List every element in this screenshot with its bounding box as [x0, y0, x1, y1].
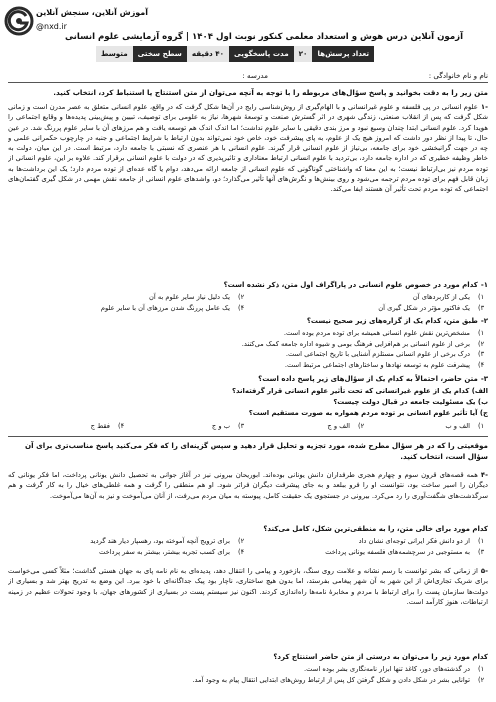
- question-3-options: [8, 421, 488, 432]
- info-label-questions: تعداد پرسش‌ها: [312, 46, 374, 62]
- brand-site: @nxd.ir: [36, 22, 67, 31]
- q1-option-2[interactable]: ۲)یک دلیل نیاز سایر علوم به آن: [148, 293, 245, 301]
- divider-middle: [8, 436, 488, 437]
- info-value-duration: ۴۰ دقیقه: [187, 46, 229, 62]
- section2-instruction: موقعیتی را که در هر سؤال مطرح شده، مورد تجزیه و تحلیل قرار دهید و سپس گزینه‌ای را که فکر می‌کنید پاسخ مناسب‌تری برای آن سؤال است، انتخاب کنید.: [25, 441, 488, 461]
- brand-name: آموزش آنلاین، سنجش آنلاین: [36, 8, 149, 17]
- q3-option-1[interactable]: ۱)الف و ب: [445, 422, 485, 430]
- passage-5-number: -۵: [480, 567, 488, 575]
- q4-option-1[interactable]: ۱)از دو دانش فکر ایرانی توجه‌ای نشان داد: [358, 537, 485, 545]
- q2-option-4[interactable]: ۴)پیشرفت علوم به توسعه نهادها و ساختارهای اجتماعی مرتبط است.: [284, 360, 485, 369]
- question-2: [8, 316, 488, 326]
- q3-statement-a: الف) کدام یک از علوم غیرانسانی که تحت تأثیر علوم انسانی قرار گرفته‌اند؟: [231, 387, 488, 395]
- q3-option-2[interactable]: ۲)الف و ج: [327, 422, 365, 430]
- info-label-difficulty: سطح سختی: [133, 46, 187, 62]
- question-4-text: کدام مورد برای خالی متن، را به منطقی‌ترین شکل، کامل می‌کند؟: [263, 525, 488, 533]
- question-2-number: ۲-: [480, 317, 488, 325]
- site-logo-icon: [4, 6, 34, 36]
- passage-1: [8, 102, 488, 278]
- question-4: [8, 524, 488, 534]
- question-3-number: ۳-: [480, 375, 488, 383]
- question-4-options: [8, 536, 488, 557]
- question-5-text: کدام مورد زیر را می‌توان به درستی از متن حاضر استنتاج کرد؟: [273, 653, 488, 661]
- section1-instruction: متن زیر را به دقت بخوانید و پاسخ سؤال‌های مربوطه را با توجه به آنچه می‌توان از متن استنتاج یا استنباط کرد، انتخاب کنید.: [53, 88, 488, 97]
- q5-option-2[interactable]: ۲)توانایی بشر در شکل دادن و شکل گرفتن کل پس از ارتباط روش‌های ابتدایی انتقال پیام به وجود آمد.: [192, 675, 485, 684]
- q3-statement-b: ب) یک مسئولیت جامعه در قبال دولت چیست؟: [333, 398, 488, 406]
- question-2-options: [8, 328, 488, 370]
- school-label: مدرسه :: [242, 71, 268, 80]
- passage-5: [8, 566, 488, 650]
- q2-option-1[interactable]: ۱)مشخص‌ترین نقش علوم انسانی همیشه برای توده مردم بوده است.: [283, 329, 485, 337]
- question-1-text: کدام مورد در خصوص علوم انسانی در پاراگراف اول متن، ذکر نشده است؟: [223, 281, 478, 289]
- exam-title: آزمون آنلاین درس هوش و استعداد معلمی کنکور نوبت اول ۱۴۰۴ | گروه آزمایشی علوم انسانی: [64, 32, 464, 42]
- student-name-label: نام و نام خانوادگی :: [428, 71, 488, 80]
- info-label-duration: مدت پاسخگویی: [229, 46, 294, 62]
- question-2-text: طبق متن، کدام یک از گزاره‌های زیر صحیح نیست؟: [306, 317, 478, 325]
- passage-5-text: از زمانی که بشر توانست با رسم نشانه و علامت روی سنگ، بازخورد و پیامی را انتقال دهد، پدیده‌ای به نام نامه پای به جهان هستی گذاشت؛ مثلاً کسی می‌خواست برای شریک تجاری‌اش از این شهر به آن شهر پیغامی بفرستد، اما بدون هیچ ساختاری، ناچار بود پیک جداگانه‌ای با خود ببرد. این وضع به تدریج بهتر شد و بسیاری از دولت‌ها سازمان پست را برای ارتباط با مردم و مخابرهٔ نامه‌ها راه‌اندازی کردند. اکنون نیز سیستم پست در بسیاری از کشورهای جهان، با وجود تحولات عظیم در زمینه ارتباطات، هنوز کارآمد است.: [8, 567, 488, 606]
- q1-option-4[interactable]: ۴)یک عامل پررنگ شدن مرزهای آن با سایر علوم: [100, 303, 245, 312]
- info-value-questions: ۲۰: [294, 46, 313, 62]
- question-3-text: متن حاضر، احتمالاً به کدام یک از سؤال‌های زیر پاسخ داده است؟: [258, 375, 478, 383]
- q2-option-2[interactable]: ۲)برخی از علوم انسانی بر هم‌افزایی فرهنگ بومی و شیوه اداره جامعه کمک می‌کنند.: [241, 339, 485, 348]
- question-1-options: [8, 292, 488, 313]
- q2-option-3[interactable]: ۳)درک برخی از علوم انسانی مستلزم آشنایی با تاریخ اجتماعی است.: [285, 350, 485, 358]
- q5-option-1[interactable]: ۱)در گذشته‌های دور، کاغذ تنها ابزار نامه‌نگاری بشر بوده است.: [304, 665, 485, 673]
- passage-4-number: -۴: [480, 471, 488, 479]
- question-1: [8, 280, 488, 290]
- passage-4: [8, 470, 488, 522]
- question-5-options: [8, 664, 488, 685]
- info-value-difficulty: متوسط: [96, 46, 133, 62]
- q3-option-3[interactable]: ۳)ب و ج: [211, 422, 245, 430]
- q4-option-3[interactable]: ۳)به مستوجبی در سرچشمه‌های فلسفه یونانی پرداخت: [325, 547, 485, 556]
- q1-option-3[interactable]: ۳)یک فاکتور مؤثر در شکل گیری آن: [378, 303, 485, 312]
- question-1-number: ۱-: [480, 281, 488, 289]
- q3-option-4[interactable]: ۴)فقط ج: [90, 422, 125, 430]
- passage-1-text: علوم انسانی در پی فلسفه و علوم غیرانسانی و با الهام‌گیری از روش‌شناسی رایج در آن‌ها شکل گرفت که در واقع، علوم انسانی متعلق به عصر مدرن است و زمانی شکل گرفت که پس از انقلاب صنعتی، زندگی شهری در اثر گسترش صنعت و توسعهٔ شهرها، نیاز به علومی برای توصیف، تبیین و پیش‌بینی پدیده‌ها و وقایع اجتماعی را هویدا کرد. علوم انسانی ابتدا چندان وسیع نبود و مرز بندی دقیقی با سایر علوم نداشت؛ اما اندک اندک هم توسعه یافت و هم مرزهای آن با سایر علوم پررنگ شد. در عین حال، تا پیدا از نظر دور داشت که امروز هیچ یک از علوم، به پای پیشرفت خود، خاص خود نمی‌تواند بدون ارتباط با شرایط اجتماعی و جنبه در چارچوب حکمرانی علمی و چه در جهت گرانبخشی خود برای جامعه، بی‌نیاز از علوم انسانی قرار گیرند. علوم انسانی با هر عنصری که نسبتی با جامعه دارد، مرتبط است. در این میان، دولت به خاطر وظیفه خطیری که در اداره جامعه دارد، بی‌تردید با علوم انسانی ارتباط معناداری و تاثیرپذیری که در دولت با علوم انسانی برقرار کند. علاوه بر این، علوم انسانی از توده مردم نیز بی‌ارتباط نیست؛ به این معنا که واشناختی گوناگونی که علوم انسانی از جامعه ارائه می‌دهد، دوام یا گاه عده‌ای از توده مردم دارد؛ یک این برداشت‌ها به زبان قابل فهم برای توده مردم ترجمه می‌شود و روی بینش‌ها و نگرش‌های آنها تأثیر می‌گذارد؛ دو، واشدهای علوم انسانی از جامعه نقش مهمی در شکل گیری گفتمان‌های اجتماعی که توده مردم تحت تأثیر آن هستند ایفا می‌کند.: [8, 103, 488, 194]
- divider-top: [8, 82, 488, 83]
- question-5: [8, 652, 488, 662]
- q4-option-4[interactable]: ۴)برای کسب تجربه بیشتر، بیشتر به سفر پرداخت: [98, 547, 245, 556]
- exam-info-bar: [96, 46, 374, 62]
- q4-option-2[interactable]: ۲)برای ترویج آنچه آموخته بود، رهسپار دیار هند گردید: [90, 537, 245, 545]
- q3-statement-c: ج) آیا تأثیر علوم انسانی بر توده مردم همواره به صورت مستقیم است؟: [248, 409, 488, 417]
- question-3: [8, 374, 488, 384]
- passage-1-number: -۱: [480, 103, 488, 111]
- passage-4-text: همه قصه‌های قرون سوم و چهارم هجری طرفداران دانش یونانی بوده‌اند. ابوریحان بیرونی نیز در آغاز جوانی به تحصیل دانش یونانی پرداخت، اما فکر یونانی که دیگران را اسیر ساخت بود، نتوانست او را فرو ببلعد و به جای پیشرفت دیگران فراتر شود. او هم منطقی را گرفت و همه غلطی‌های خیال را به کار گرفت و هم سرگذشت‌های شگفت‌آوری را رد می‌کرد. بیرونی در جستجوی یک حقیقت کامل، پیوسته به میان مردم می‌رفت، از آنان می‌آموخت و نیز به آن‌ها می‌آموخت.: [8, 471, 488, 500]
- q1-option-1[interactable]: ۱)یکی از کاربردهای آن: [412, 293, 485, 301]
